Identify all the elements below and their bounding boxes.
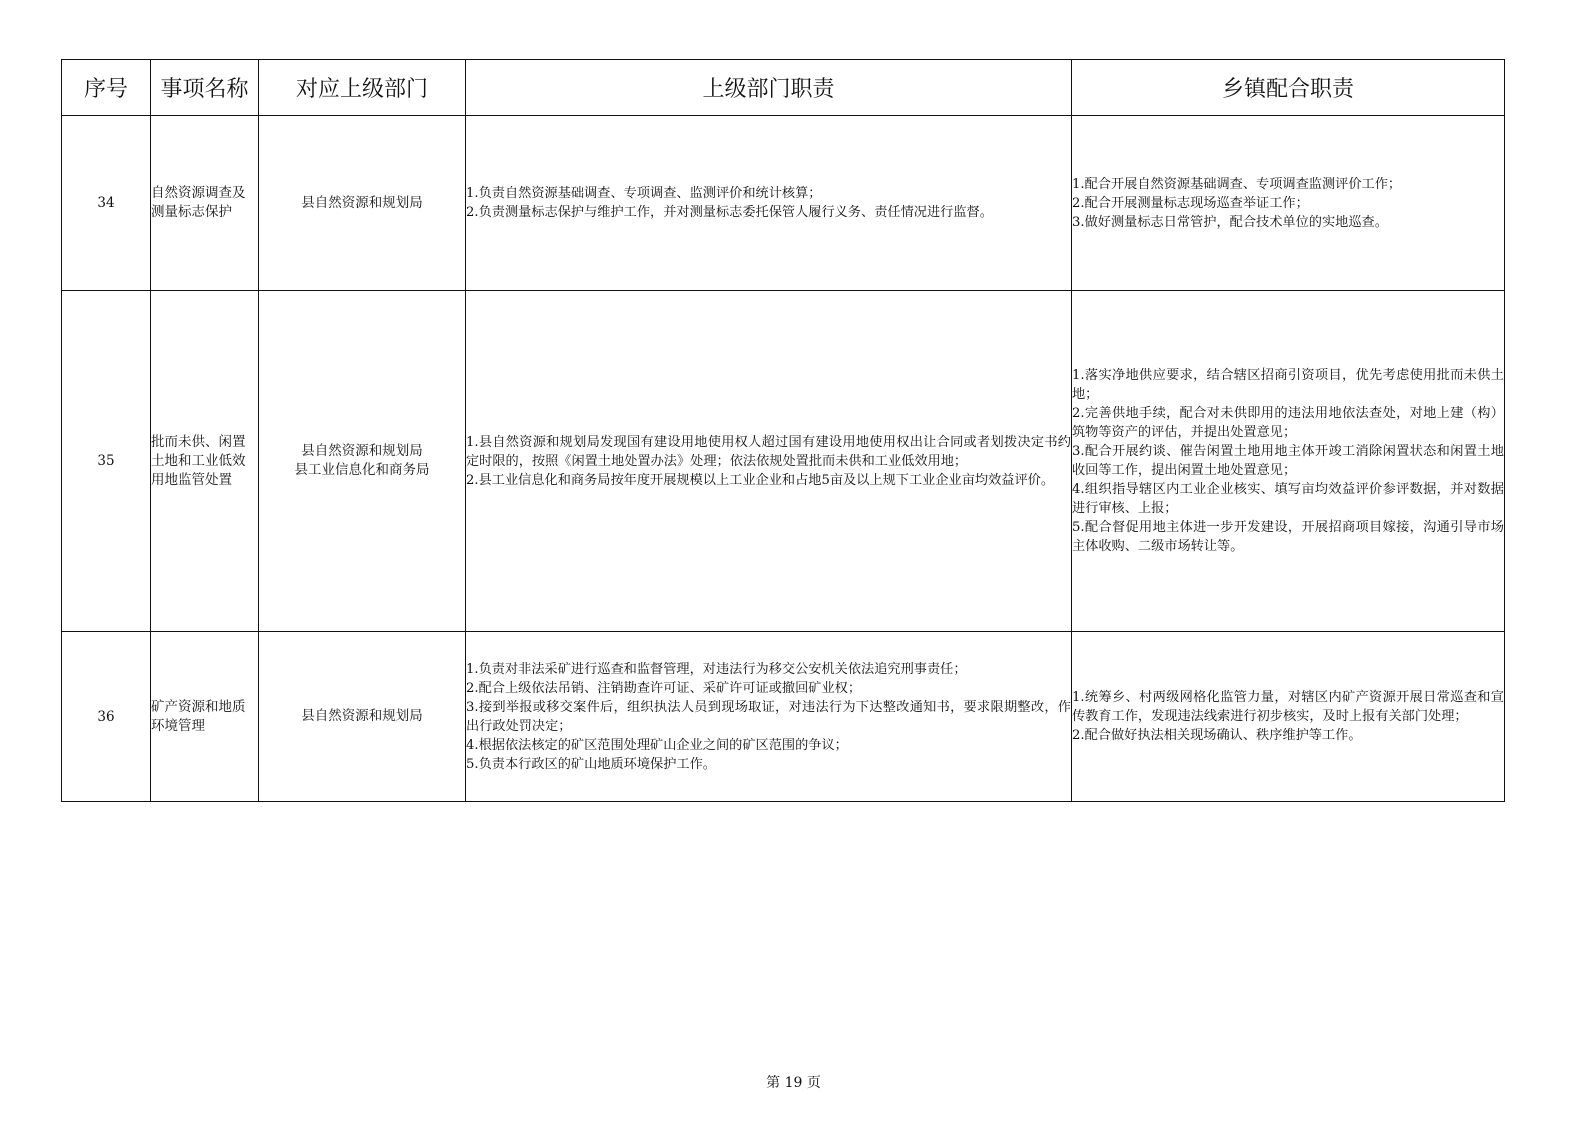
duty-line: 4.组织指导辖区内工业企业核实、填写亩均效益评价参评数据，并对数据进行审核、上报； [1072,482,1504,516]
header-town-duties: 乡镇配合职责 [1072,60,1505,116]
duty-line: 1.统筹乡、村两级网格化监管力量，对辖区内矿产资源开展日常巡查和宣传教育工作，发现违法线索进行初步核实，及时上报有关部门处理； [1072,690,1504,724]
duty-line: 2.县工业信息化和商务局按年度开展规模以上工业企业和占地5亩及以上规下工业企业亩均效益评价。 [466,472,1055,488]
town-duties-cell [1072,291,1505,632]
duty-line: 3.接到举报或移交案件后，组织执法人员到现场取证，对违法行为下达整改通知书，要求限期整改，作出行政处罚决定； [466,699,1071,734]
town-duties-cell [1072,116,1505,291]
header-number: 序号 [62,60,151,116]
duty-line: 5.配合督促用地主体进一步开发建设，开展招商项目嫁接，沟通引导市场主体收购、二级市场转让等。 [1072,520,1504,554]
duty-line: 2.配合做好执法相关现场确认、秩序维护等工作。 [1072,728,1362,743]
department-name: 县自然资源和规划局 [301,443,423,459]
upper-duties-cell [466,116,1072,291]
header-item-name: 事项名称 [151,60,259,116]
duty-table [61,59,1505,802]
item-name: 批而未供、闲置土地和工业低效用地监管处置 [151,291,259,632]
row-number: 34 [62,116,151,291]
duty-line: 1.负责对非法采矿进行巡查和监督管理，对违法行为移交公安机关依法追究刑事责任； [466,661,967,677]
department-name: 县自然资源和规划局 [301,708,423,724]
department-cell [259,291,466,632]
duty-line: 2.完善供地手续，配合对未供即用的违法用地依法查处，对地上建（构）筑物等资产的评估，并提出处置意见； [1072,406,1504,440]
upper-duties-cell [466,632,1072,802]
table-row [62,632,1505,802]
duty-line: 1.县自然资源和规划局发现国有建设用地使用权人超过国有建设用地使用权出让合同或者划拨决定书约定时限的，按照《闲置土地处置办法》处理；依法依规处置批而未供和工业低效用地； [466,434,1071,469]
duty-line: 2.配合开展测量标志现场巡查举证工作； [1072,195,1309,211]
duty-line: 5.负责本行政区的矿山地质环境保护工作。 [466,756,716,772]
table-row [62,291,1505,632]
upper-duties-cell [466,291,1072,632]
department-cell [259,116,466,291]
duty-line: 4.根据依法核定的矿区范围处理矿山企业之间的矿区范围的争议； [466,737,848,753]
page-number: 第 19 页 [766,1075,821,1091]
department-cell [259,632,466,802]
item-name: 矿产资源和地质环境管理 [151,632,259,802]
duty-line: 2.配合上级依法吊销、注销勘查许可证、采矿许可证或撤回矿业权； [466,680,862,696]
item-name: 自然资源调查及测量标志保护 [151,116,259,291]
duty-line: 2.负责测量标志保护与维护工作，并对测量标志委托保管人履行义务、责任情况进行监督。 [466,205,993,220]
row-number: 36 [62,632,151,802]
table-row [62,116,1505,291]
duty-line: 3.配合开展约谈、催告闲置土地用地主体开竣工消除闲置状态和闲置土地收回等工作，提出闲置土地处置意见； [1072,444,1504,478]
duty-line: 1.配合开展自然资源基础调查、专项调查监测评价工作； [1072,176,1402,192]
duty-line: 3.做好测量标志日常管护，配合技术单位的实地巡查。 [1072,214,1388,230]
department-name: 县自然资源和规划局 [301,194,423,211]
duty-line: 1.负责自然资源基础调查、专项调查、监测评价和统计核算； [466,186,822,201]
department-name: 县工业信息化和商务局 [294,462,430,478]
town-duties-cell [1072,632,1505,802]
duty-line: 1.落实净地供应要求，结合辖区招商引资项目，优先考虑使用批而未供土地； [1072,368,1504,402]
header-department: 对应上级部门 [259,60,466,116]
header-upper-duties: 上级部门职责 [466,60,1072,116]
header-row [62,60,1505,116]
row-number: 35 [62,291,151,632]
